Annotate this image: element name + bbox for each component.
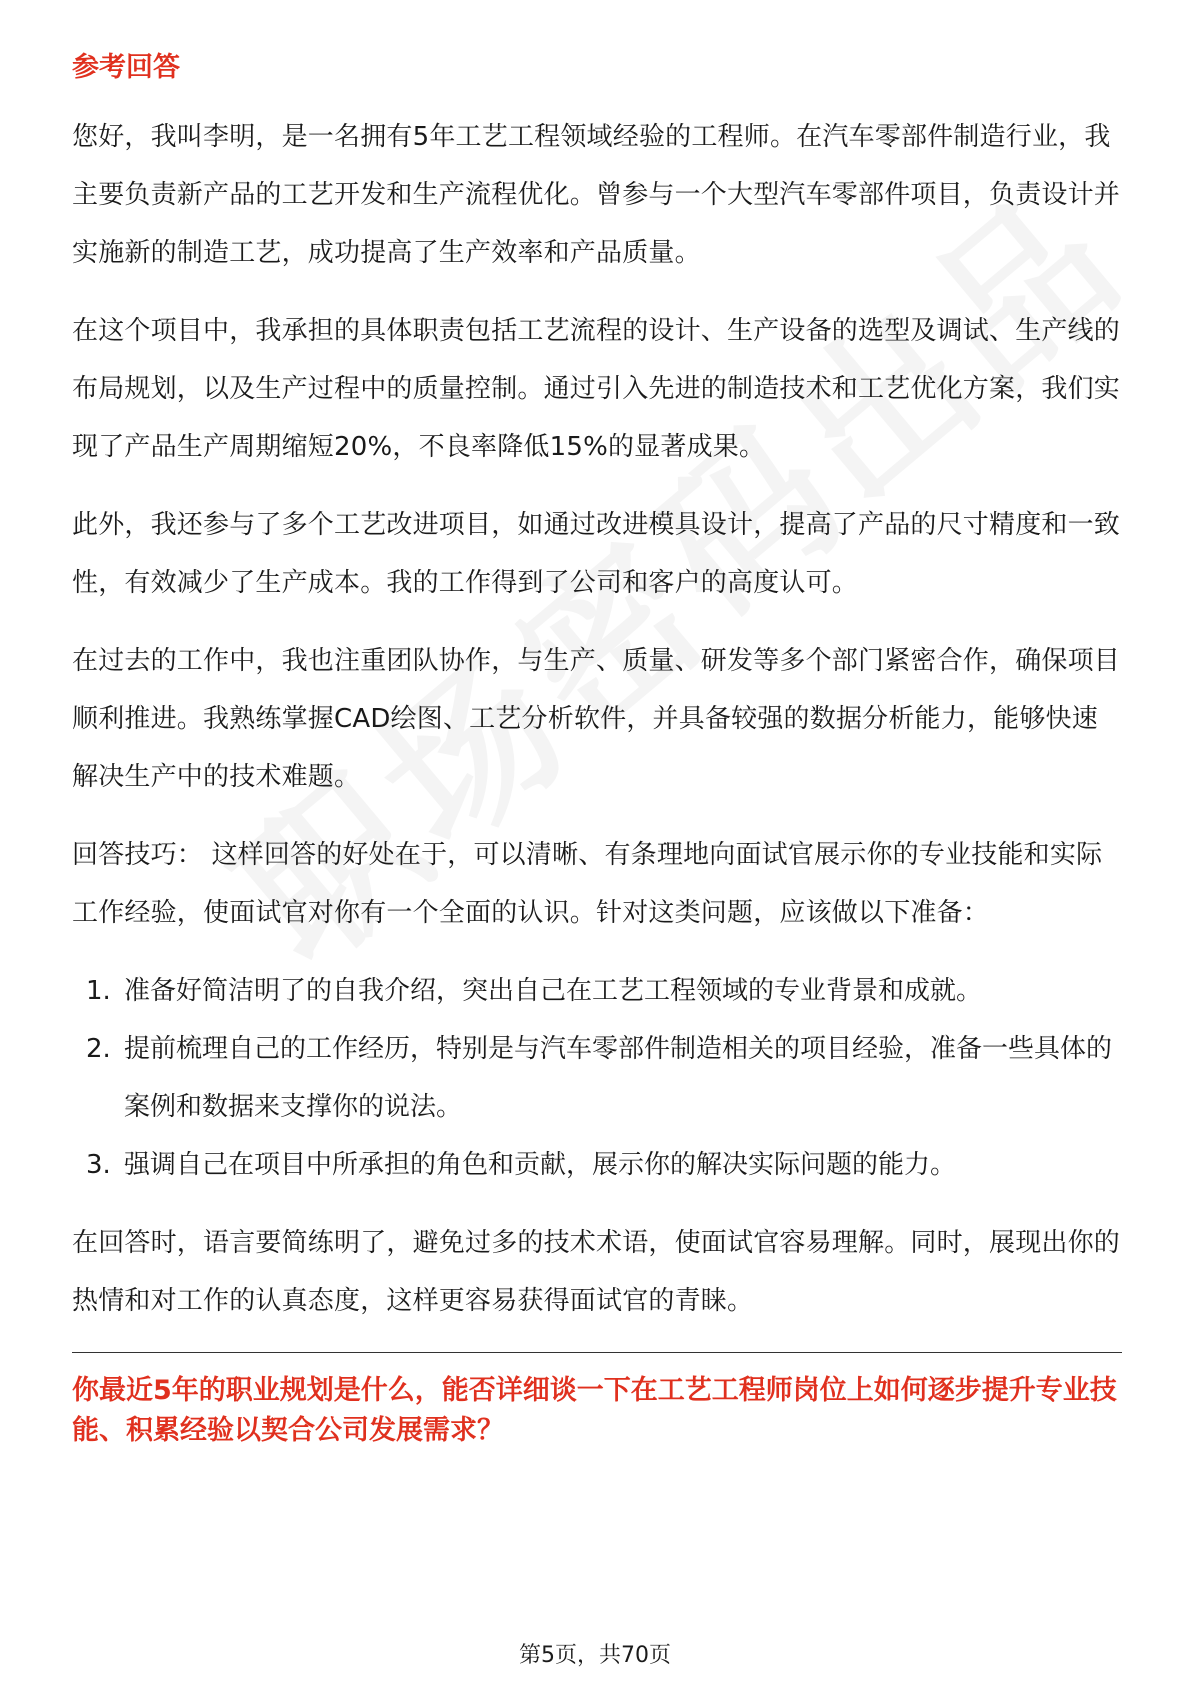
divider <box>72 1352 1122 1353</box>
section-title: 参考回答 <box>72 52 180 83</box>
answer-paragraph-4: 在过去的工作中，我也注重团队协作，与生产、质量、研发等多个部门紧密合作，确保项目顺利推进。我熟练掌握CAD绘图、工艺分析软件，并具备较强的数据分析能力，能够快速解决生产中的技术难题。 <box>72 646 1121 792</box>
page-number: 第5页，共70页 <box>519 1643 671 1668</box>
list-text: 强调自己在项目中所承担的角色和贡献，展示你的解决实际问题的能力。 <box>124 1150 957 1180</box>
answer-paragraph-1: 您好，我叫李明，是一名拥有5年工艺工程领域经验的工程师。在汽车零部件制造行业，我主要负责新产品的工艺开发和生产流程优化。曾参与一个大型汽车零部件项目，负责设计并实施新的制造工艺，成功提高了生产效率和产品质量。 <box>72 122 1121 268</box>
answer-paragraph-2: 在这个项目中，我承担的具体职责包括工艺流程的设计、生产设备的选型及调试、生产线的布局规划，以及生产过程中的质量控制。通过引入先进的制造技术和工艺优化方案，我们实现了产品生产周期缩短20%，不良率降低15%的显著成果。 <box>72 316 1121 462</box>
list-item <box>72 962 1122 1020</box>
list-text: 准备好简洁明了的自我介绍，突出自己在工艺工程领域的专业背景和成就。 <box>124 976 983 1006</box>
list-number: 1. <box>86 976 111 1006</box>
answer-paragraph-3: 此外，我还参与了多个工艺改进项目，如通过改进模具设计，提高了产品的尺寸精度和一致性，有效减少了生产成本。我的工作得到了公司和客户的高度认可。 <box>72 510 1121 598</box>
closing-paragraph: 在回答时，语言要简练明了，避免过多的技术术语，使面试官容易理解。同时，展现出你的热情和对工作的认真态度，这样更容易获得面试官的青睐。 <box>72 1228 1121 1316</box>
document-page <box>72 48 1122 1451</box>
list-text: 提前梳理自己的工作经历，特别是与汽车零部件制造相关的项目经验，准备一些具体的案例和数据来支撑你的说法。 <box>124 1034 1113 1122</box>
list-number: 3. <box>86 1150 111 1180</box>
list-item <box>72 1136 1122 1194</box>
next-question-heading: 你最近5年的职业规划是什么，能否详细谈一下在工艺工程师岗位上如何逐步提升专业技能、积累经验以契合公司发展需求？ <box>72 1375 1117 1446</box>
list-item <box>72 1020 1122 1136</box>
tips-intro-paragraph: 回答技巧： 这样回答的好处在于，可以清晰、有条理地向面试官展示你的专业技能和实际工作经验，使面试官对你有一个全面的认识。针对这类问题，应该做以下准备： <box>72 840 1103 928</box>
list-number: 2. <box>86 1034 111 1064</box>
tips-list <box>72 962 1122 1194</box>
